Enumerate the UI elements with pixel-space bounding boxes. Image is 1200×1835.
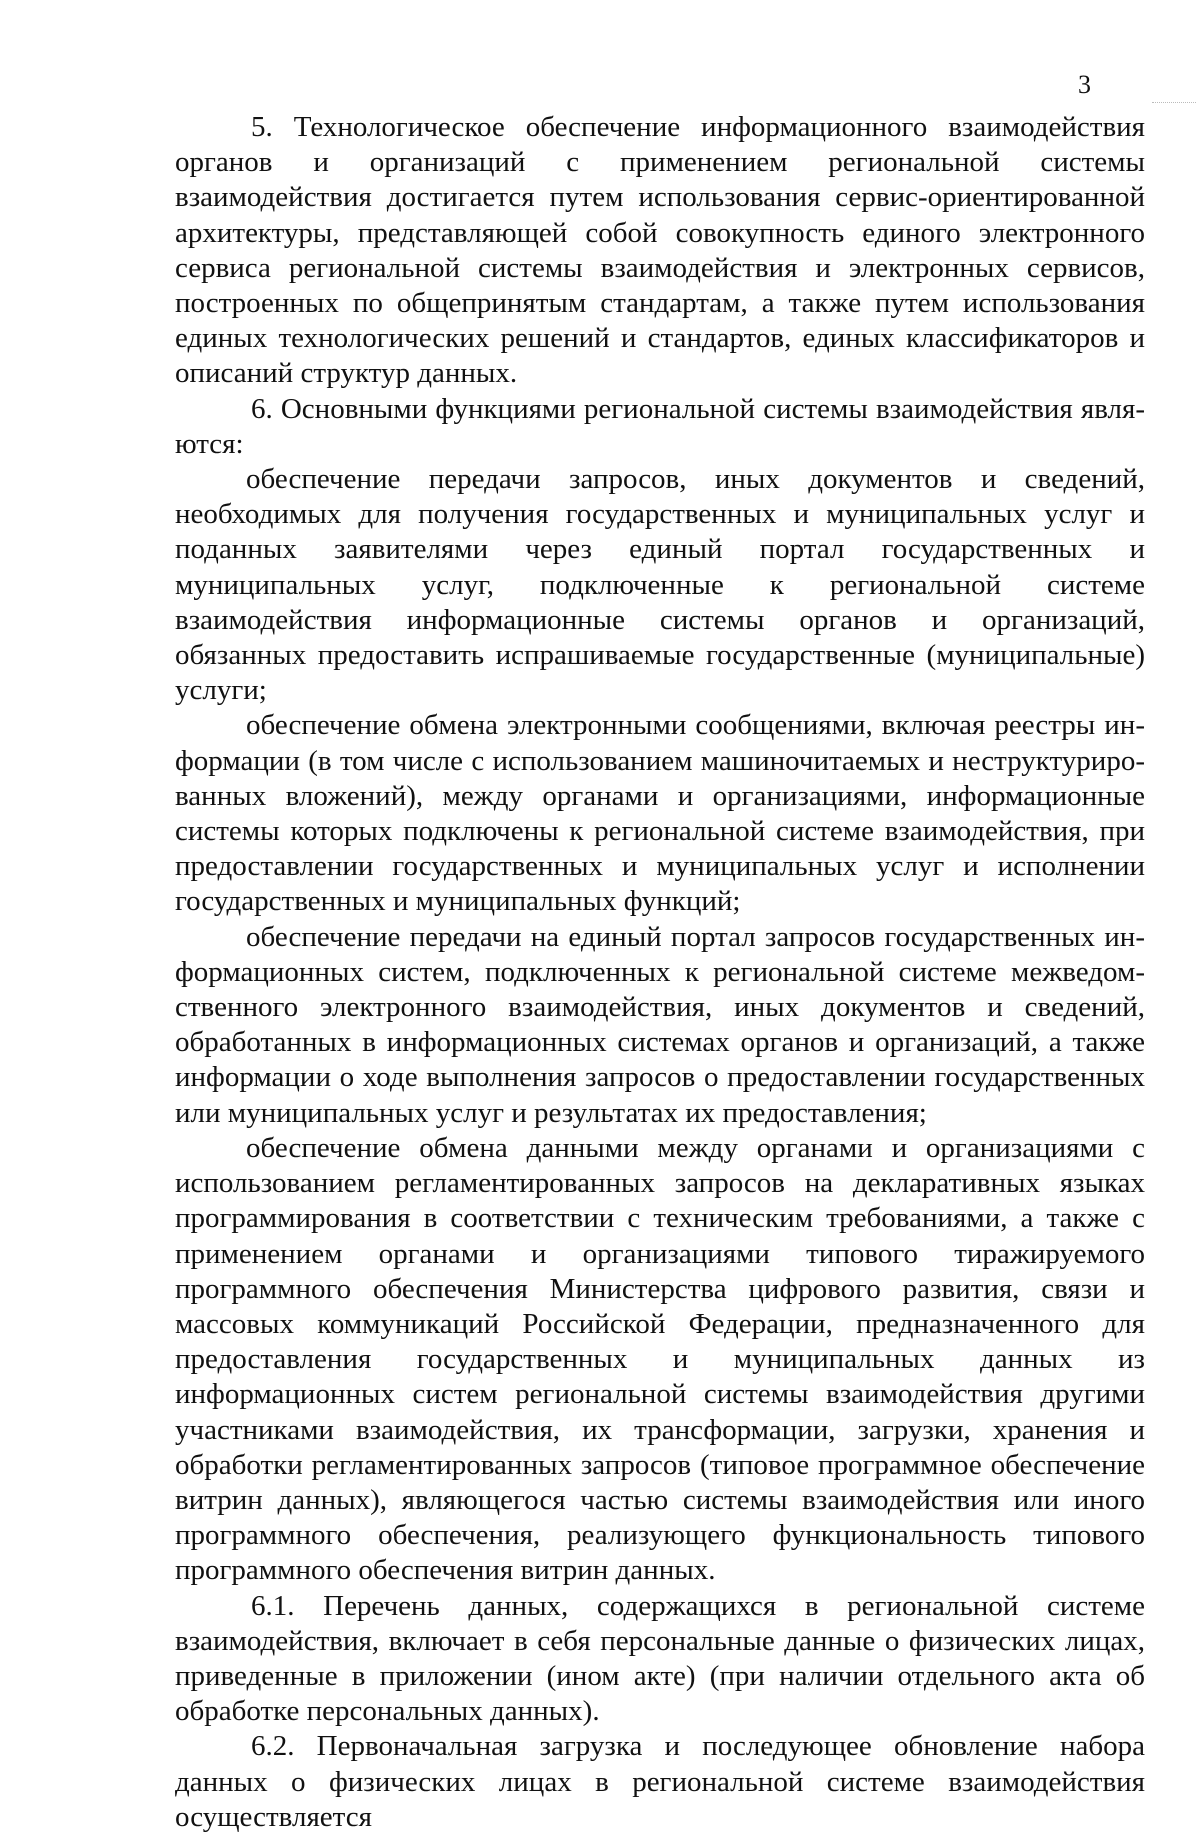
function-item-4: обеспечение обмена данными между органами и организациями с использованием регламентированных запросов на декларативных языках программирования в соответствии с техническим требованиями, а также с применением органами и организациями типового тиражируемого программного обеспечения Министерства цифрового развития, связи и массовых коммуникаций Российской Федерации, предназначенного для предоставления государственных и муниципальных данных из информационных систем региональной системы взаимодействия другими участниками взаимодействия, их трансформации, загрузки, хранения и обработки регламентированных запросов (типовое программное обеспечение витрин данных), являющегося частью системы взаимодействия или иного программного обеспечения, реализующего функциональность типового программного обеспечения витрин данных. — [175, 1131, 1145, 1587]
paragraph-5: 5. Технологическое обеспечение информационного взаимодействия органов и организаций с применением региональной системы взаимодействия достигается путем использования сервис-ориентированной архитектуры, представляющей собой совокупность единого электронного сервиса региональной системы взаимодействия и электронных сервисов, построенных по общепринятым стандартам, а также путем использования единых технологических решений и стандартов, единых классификаторов и описаний структур данных. — [175, 111, 1145, 390]
scan-mark — [1152, 102, 1196, 103]
function-item-3: обеспечение передачи на единый портал запросов государственных информационных систем, подключенных к региональной системе межведомственного электронного взаимодействия, иных документов и сведений, обработанных в информационных системах органов и организаций, а также информации о ходе выполнения запросов о предоставлении государственных или муниципальных услуг и результатах их предоставления; — [175, 920, 1145, 1129]
paragraph-6: 6. Основными функциями региональной системы взаимодействия являются: — [175, 392, 1145, 460]
function-item-1: обеспечение передачи запросов, иных документов и сведений, необходимых для получения государственных и муниципальных услуг и поданных заявителями через единый портал государственных и муниципальных услуг, подключенные к региональной системе взаимодействия информационные системы органов и организаций, обязанных предоставить испрашиваемые государственные (муниципальные) услуги; — [175, 463, 1145, 707]
page-number: 3 — [1078, 70, 1091, 99]
paragraph-6-2: 6.2. Первоначальная загрузка и последующее обновление набора данных о физических лицах в региональной системе взаимодействия осуществляется — [175, 1730, 1145, 1833]
paragraph-6-1: 6.1. Перечень данных, содержащихся в региональной системе взаимодействия, включает в себя персональные данные о физических лицах, приведенные в приложении (ином акте) (при наличии отдельного акта об обработке персональных данных). — [175, 1589, 1145, 1728]
function-item-2: обеспечение обмена электронными сообщениями, включая реестры информации (в том числе с использованием машиночитаемых и неструктурированных вложений), между органами и организациями, информационные системы которых подключены к региональной системе взаимодействия, при предоставлении государственных и муниципальных услуг и исполнении государственных и муниципальных функций; — [175, 709, 1145, 918]
document-body — [175, 110, 1145, 1835]
